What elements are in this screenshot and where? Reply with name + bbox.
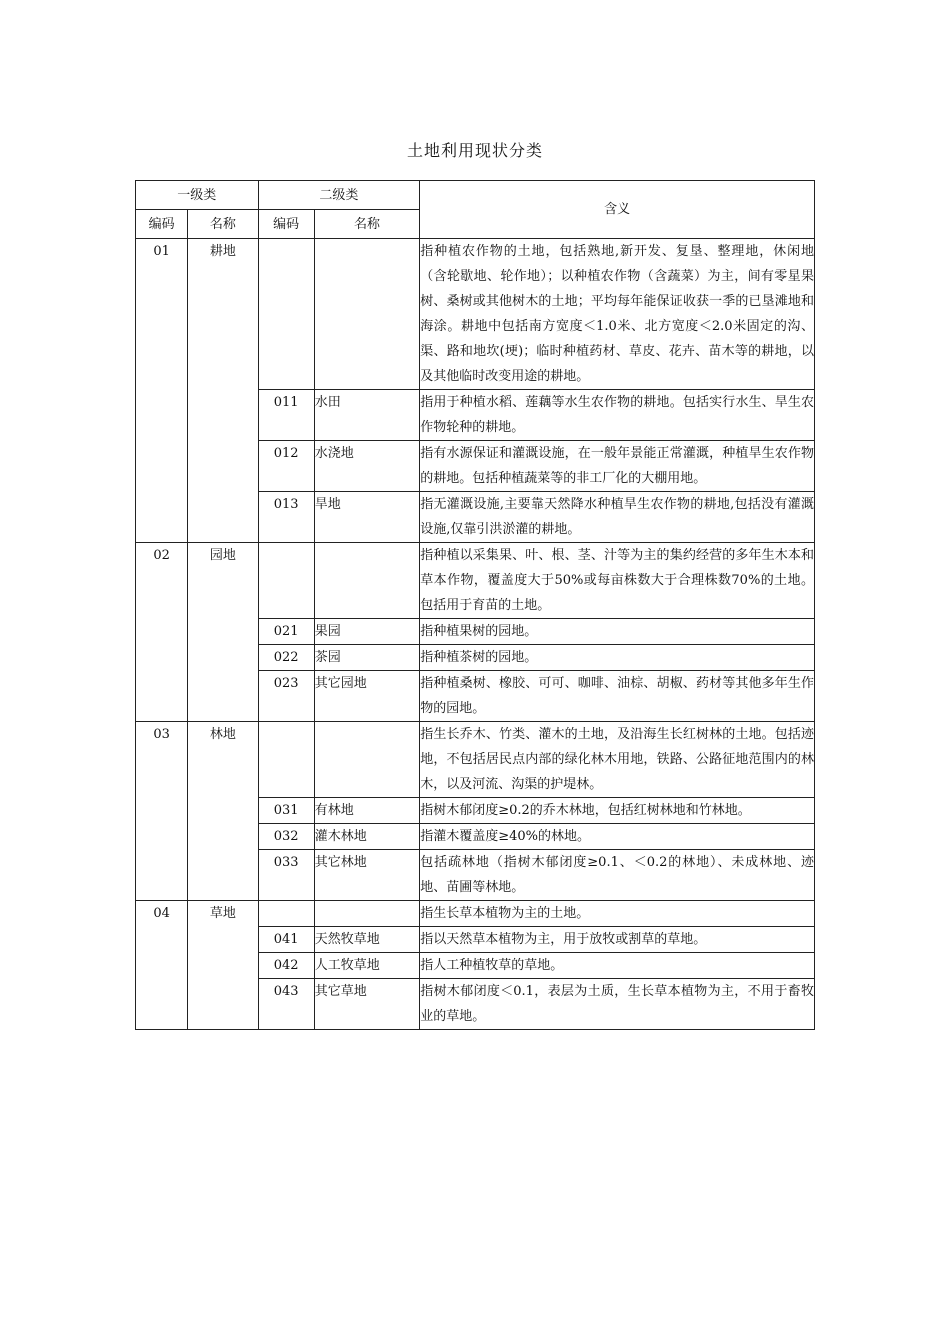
level1-description: 指种植以采集果、叶、根、茎、汁等为主的集约经营的多年生木本和草本作物，覆盖度大于50%或每亩株数大于合理株数70%的土地。包括用于育苗的土地。: [420, 543, 815, 619]
level2-description: 指以天然草本植物为主，用于放牧或割草的草地。: [420, 927, 815, 953]
table-row: [136, 239, 815, 390]
level2-code: 031: [258, 798, 314, 824]
level2-code-empty: [258, 543, 314, 619]
level1-name: 林地: [188, 722, 258, 901]
level1-description: 指种植农作物的土地，包括熟地,新开发、复垦、整理地，休闲地（含轮歇地、轮作地）；以种植农作物（含蔬菜）为主，间有零星果树、桑树或其他树木的土地；平均每年能保证收获一季的已垦滩地和海涂。耕地中包括南方宽度＜1.0米、北方宽度＜2.0米固定的沟、渠、路和地坎(埂)；临时种植药材、草皮、花卉、苗木等的耕地，以及其他临时改变用途的耕地。: [420, 239, 815, 390]
level2-description: 包括疏林地（指树木郁闭度≥0.1、＜0.2的林地）、未成林地、迹地、苗圃等林地。: [420, 850, 815, 901]
level2-description: 指树木郁闭度≥0.2的乔木林地，包括红树林地和竹林地。: [420, 798, 815, 824]
level2-code: 033: [258, 850, 314, 901]
level2-description: 指有水源保证和灌溉设施，在一般年景能正常灌溉，种植旱生农作物的耕地。包括种植蔬菜等的非工厂化的大棚用地。: [420, 441, 815, 492]
level2-name: 天然牧草地: [314, 927, 419, 953]
level2-code: 043: [258, 979, 314, 1030]
level2-code: 042: [258, 953, 314, 979]
level1-code: 03: [136, 722, 188, 901]
level2-code-empty: [258, 239, 314, 390]
header-meaning: 含义: [420, 181, 815, 239]
level2-description: 指无灌溉设施,主要靠天然降水种植旱生农作物的耕地,包括没有灌溉设施,仅靠引洪淤灌的耕地。: [420, 492, 815, 543]
level2-code: 032: [258, 824, 314, 850]
level2-description: 指用于种植水稻、莲藕等水生农作物的耕地。包括实行水生、旱生农作物轮种的耕地。: [420, 390, 815, 441]
level2-code-empty: [258, 901, 314, 927]
level1-code: 02: [136, 543, 188, 722]
level2-code: 022: [258, 645, 314, 671]
level1-name: 耕地: [188, 239, 258, 543]
level2-name: 旱地: [314, 492, 419, 543]
page-title: 土地利用现状分类: [406, 141, 543, 160]
header-level2-code: 编码: [258, 210, 314, 239]
table-header: [136, 181, 815, 239]
level2-name: 有林地: [314, 798, 419, 824]
level2-description: 指种植茶树的园地。: [420, 645, 815, 671]
level2-name: 其它林地: [314, 850, 419, 901]
level1-description: 指生长乔木、竹类、灌木的土地，及沿海生长红树林的土地。包括迹地，不包括居民点内部的绿化林木用地，铁路、公路征地范围内的林木，以及河流、沟渠的护堤林。: [420, 722, 815, 798]
level2-code: 012: [258, 441, 314, 492]
header-level2: 二级类: [258, 181, 420, 210]
level1-description: 指生长草本植物为主的土地。: [420, 901, 815, 927]
header-level1: 一级类: [136, 181, 259, 210]
level2-name-empty: [314, 901, 419, 927]
level2-description: 指种植果树的园地。: [420, 619, 815, 645]
level2-code: 041: [258, 927, 314, 953]
header-level2-name: 名称: [314, 210, 419, 239]
level2-description: 指人工种植牧草的草地。: [420, 953, 815, 979]
header-level1-code: 编码: [136, 210, 188, 239]
table-body: [136, 239, 815, 1030]
land-use-table: [135, 180, 815, 1030]
header-level1-name: 名称: [188, 210, 258, 239]
table-row: [136, 722, 815, 798]
level2-name: 其它园地: [314, 671, 419, 722]
level2-description: 指树木郁闭度＜0.1，表层为土质，生长草本植物为主，不用于畜牧业的草地。: [420, 979, 815, 1030]
level2-name: 水浇地: [314, 441, 419, 492]
level2-description: 指灌木覆盖度≥40%的林地。: [420, 824, 815, 850]
table-row: [136, 901, 815, 927]
level2-name: 果园: [314, 619, 419, 645]
level2-description: 指种植桑树、橡胶、可可、咖啡、油棕、胡椒、药材等其他多年生作物的园地。: [420, 671, 815, 722]
level2-name: 茶园: [314, 645, 419, 671]
level2-name-empty: [314, 722, 419, 798]
level2-code: 023: [258, 671, 314, 722]
level2-code: 011: [258, 390, 314, 441]
level2-code-empty: [258, 722, 314, 798]
level2-code: 013: [258, 492, 314, 543]
table-row: [136, 543, 815, 619]
level2-code: 021: [258, 619, 314, 645]
level2-name-empty: [314, 239, 419, 390]
level2-name: 水田: [314, 390, 419, 441]
level1-name: 草地: [188, 901, 258, 1030]
level2-name: 灌木林地: [314, 824, 419, 850]
level2-name: 人工牧草地: [314, 953, 419, 979]
level1-name: 园地: [188, 543, 258, 722]
level2-name-empty: [314, 543, 419, 619]
level2-name: 其它草地: [314, 979, 419, 1030]
level1-code: 04: [136, 901, 188, 1030]
level1-code: 01: [136, 239, 188, 543]
